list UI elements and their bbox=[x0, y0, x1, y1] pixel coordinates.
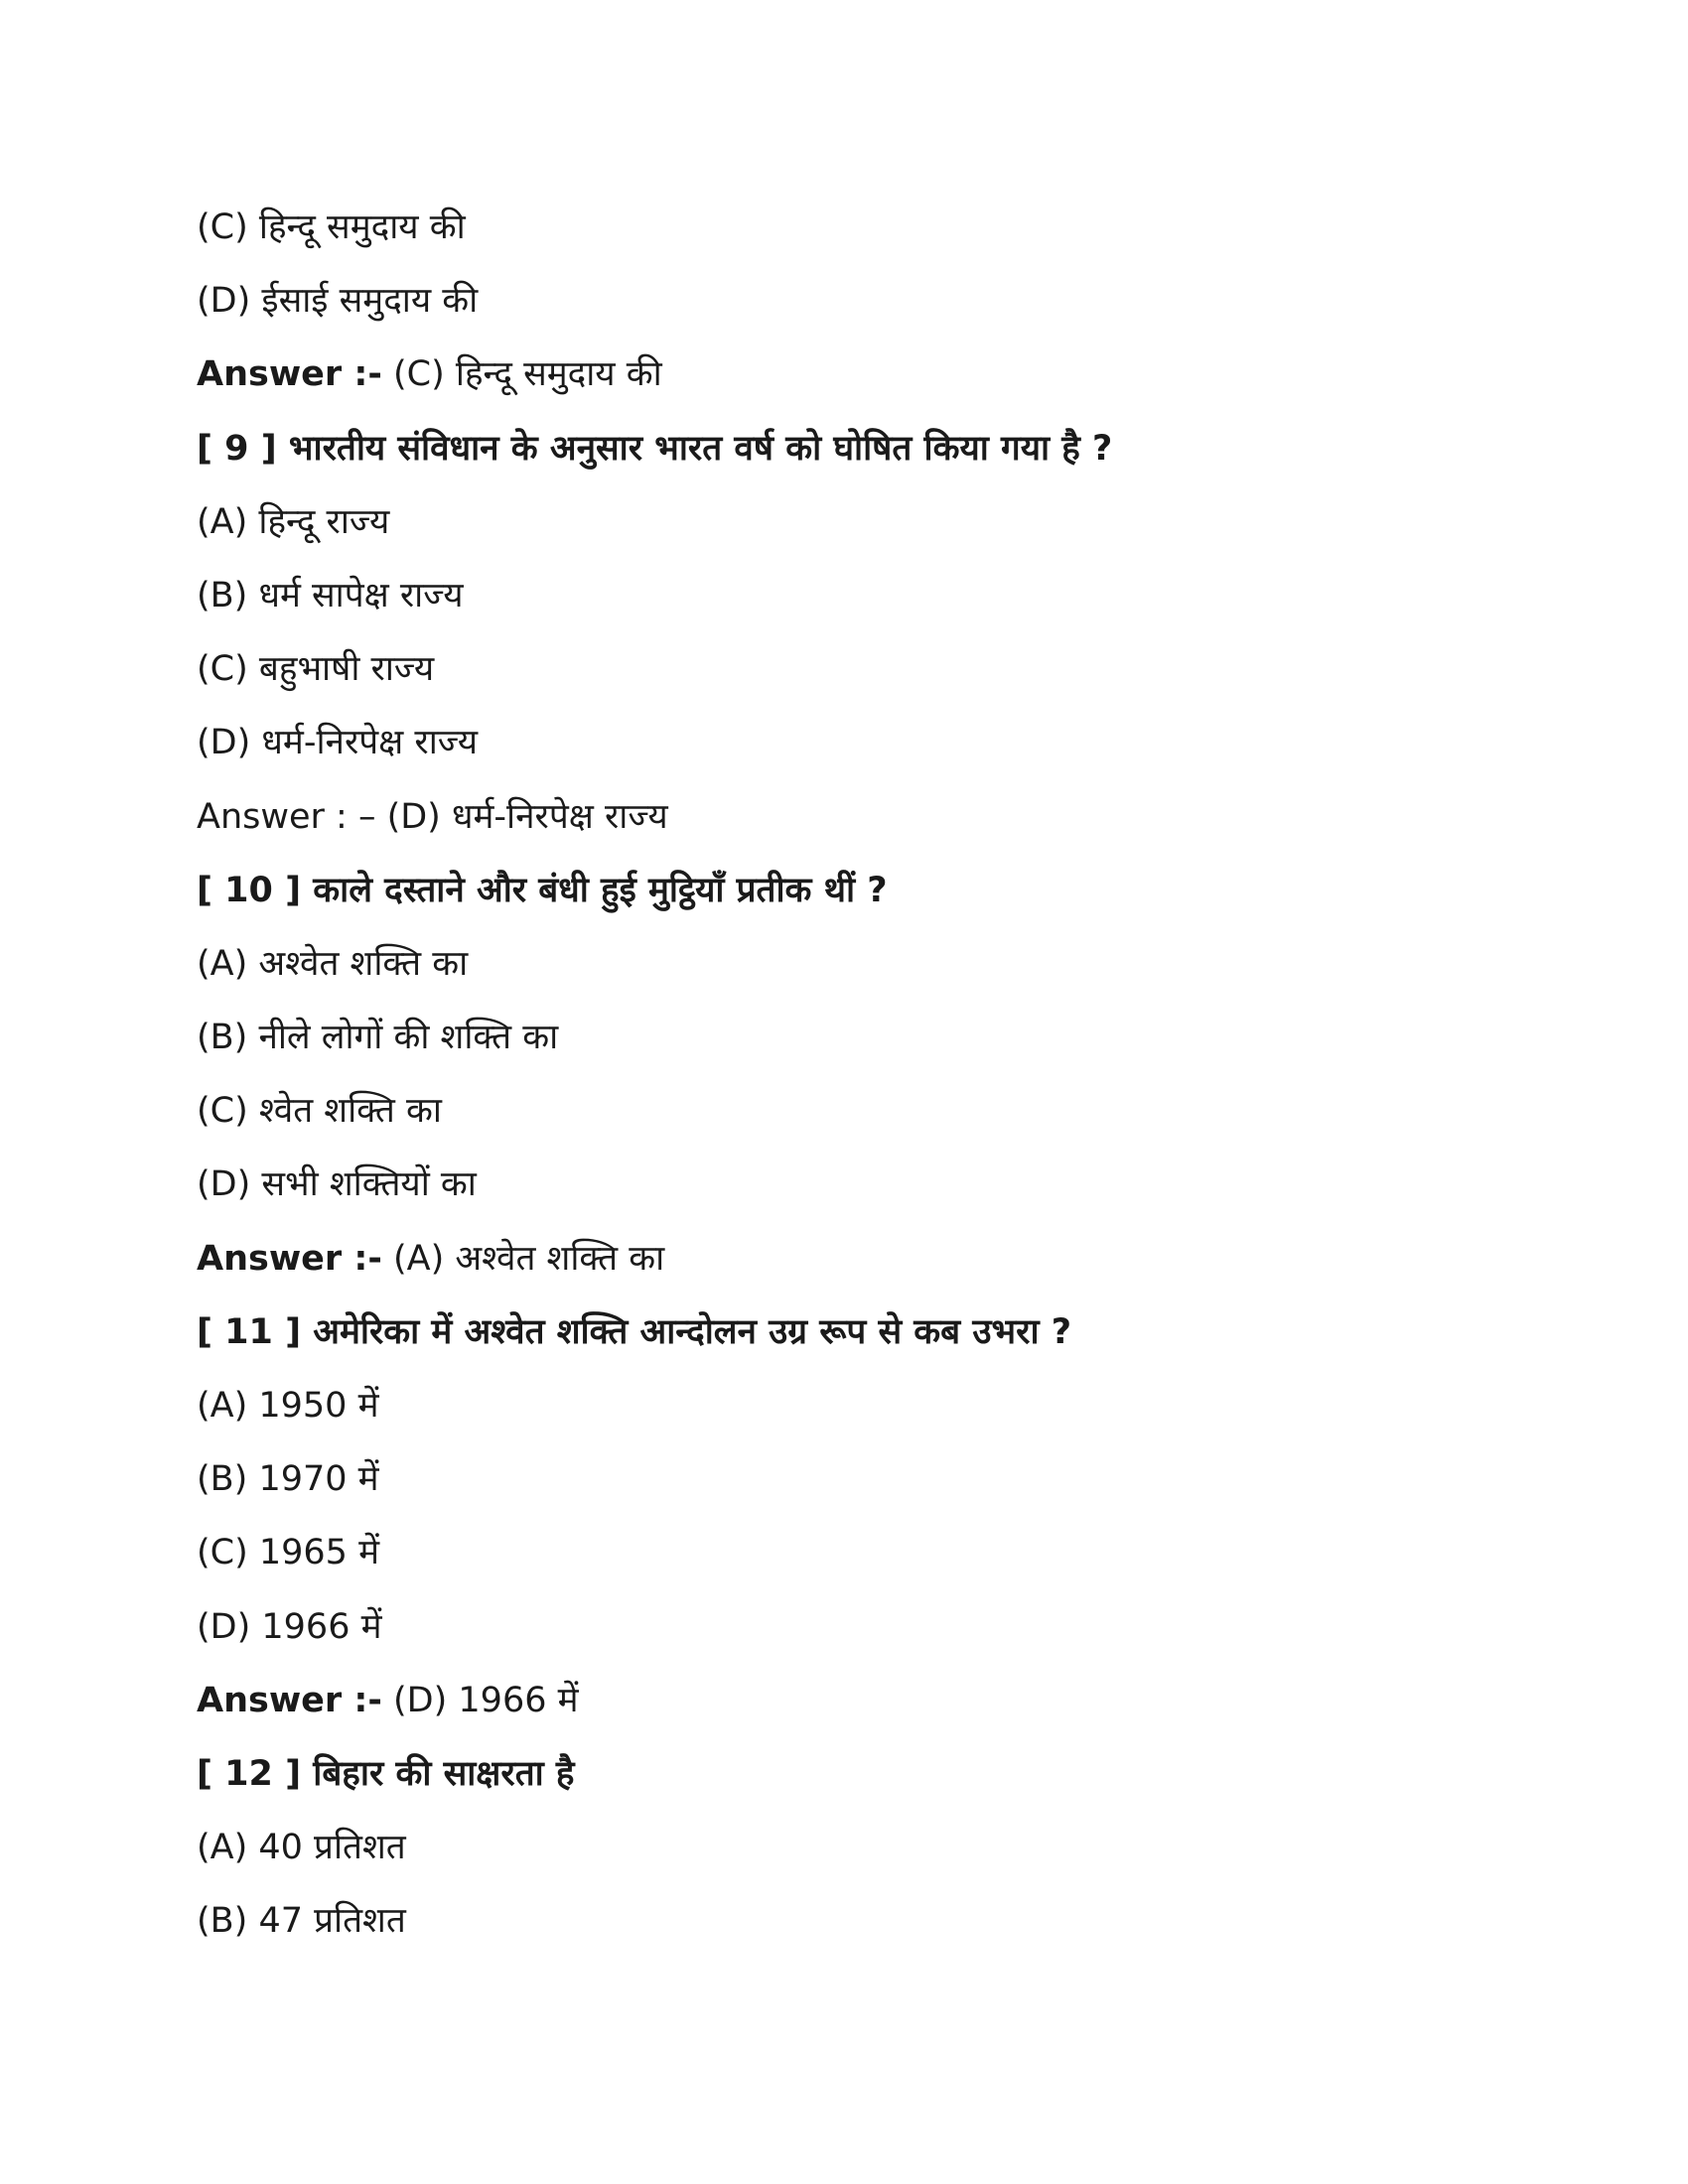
question-12: [ 12 ] बिहार की साक्षरता है bbox=[197, 1753, 575, 1794]
answer-text: (D) 1966 में bbox=[381, 1680, 579, 1720]
answer-text: (A) अश्वेत शक्ति का bbox=[381, 1238, 665, 1279]
option-line: (D) धर्म-निरपेक्ष राज्य bbox=[197, 723, 479, 763]
option-line: (A) 1950 में bbox=[197, 1386, 379, 1426]
option-line: (B) 1970 में bbox=[197, 1459, 379, 1500]
option-line: (D) सभी शक्तियों का bbox=[197, 1164, 477, 1205]
option-line: (D) 1966 में bbox=[197, 1606, 382, 1647]
option-line: (A) 40 प्रतिशत bbox=[197, 1828, 406, 1868]
answer-label: Answer :- bbox=[197, 1680, 382, 1720]
answer-text: (C) हिन्दू समुदाय की bbox=[381, 354, 662, 395]
option-line: (C) हिन्दू समुदाय की bbox=[197, 207, 466, 247]
question-11: [ 11 ] अमेरिका में अश्वेत शक्ति आन्दोलन उग्र रूप से कब उभरा ? bbox=[197, 1311, 1072, 1352]
question-10: [ 10 ] काले दस्ताने और बंधी हुई मुट्ठियाँ प्रतीक थीं ? bbox=[197, 870, 888, 910]
answer-label: Answer :- bbox=[197, 354, 382, 395]
option-line: (C) श्वेत शक्ति का bbox=[197, 1091, 442, 1132]
option-line: (A) हिन्दू राज्य bbox=[197, 501, 390, 542]
option-line: (D) ईसाई समुदाय की bbox=[197, 281, 479, 322]
answer-line bbox=[197, 1222, 1507, 1296]
quiz-content bbox=[197, 191, 1507, 1959]
option-line: (A) अश्वेत शक्ति का bbox=[197, 943, 469, 984]
option-line: (B) 47 प्रतिशत bbox=[197, 1901, 406, 1942]
option-line: (B) नीले लोगों की शक्ति का bbox=[197, 1018, 559, 1058]
option-line: (C) 1965 में bbox=[197, 1533, 380, 1573]
option-line: (C) बहुभाषी राज्य bbox=[197, 649, 435, 690]
option-line: (B) धर्म सापेक्ष राज्य bbox=[197, 575, 464, 615]
answer-line: Answer : – (D) धर्म-निरपेक्ष राज्य bbox=[197, 796, 668, 837]
question-9: [ 9 ] भारतीय संविधान के अनुसार भारत वर्ष को घोषित किया गया है ? bbox=[197, 428, 1113, 469]
answer-line bbox=[197, 1664, 1507, 1737]
answer-label: Answer :- bbox=[197, 1238, 382, 1279]
answer-line bbox=[197, 338, 1507, 411]
